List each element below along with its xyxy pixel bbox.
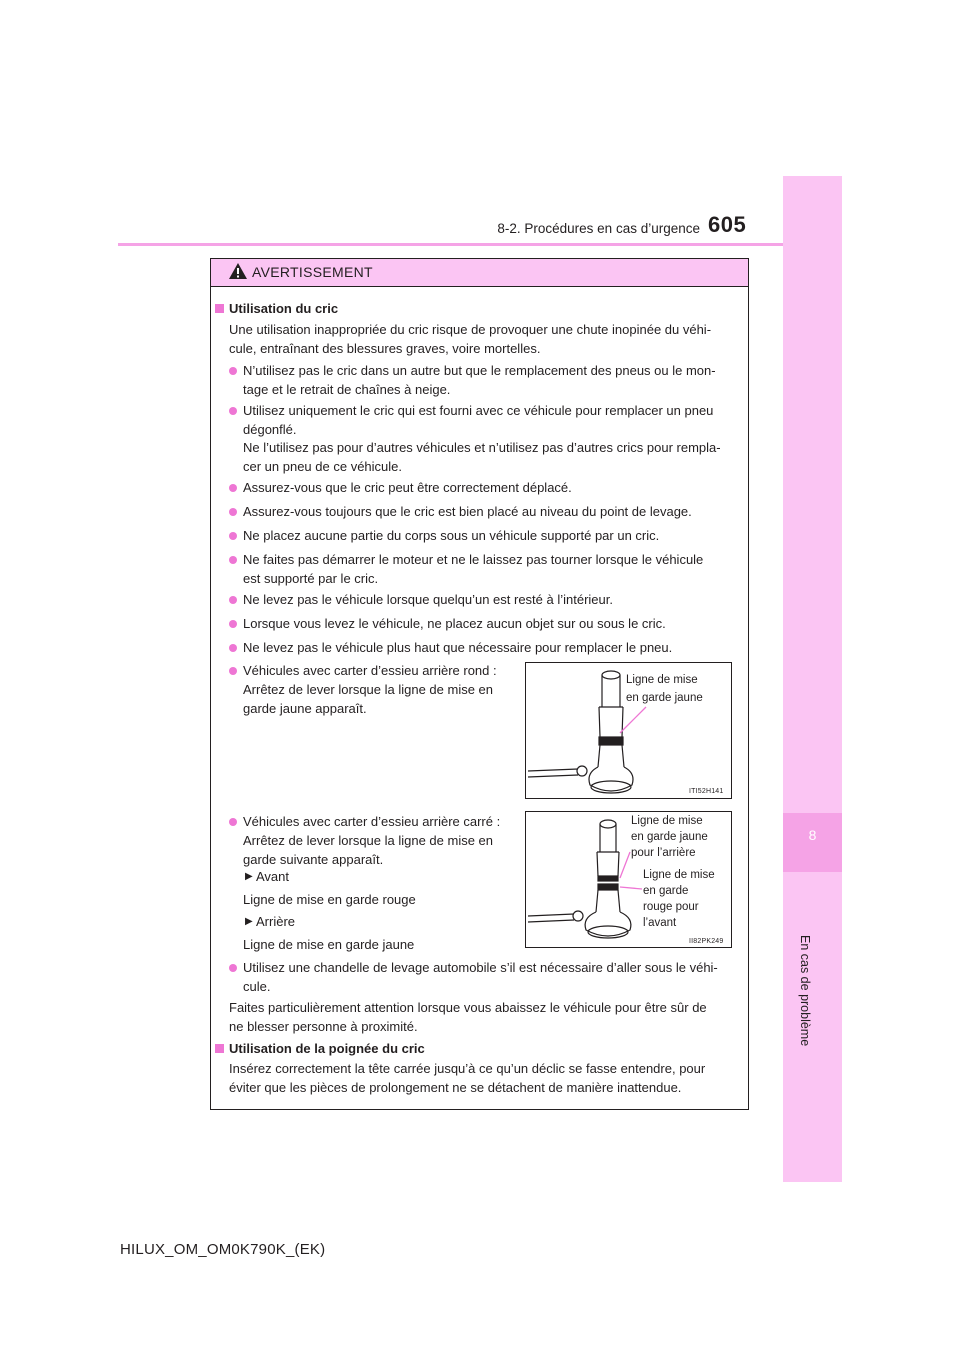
bullet12-line2: cule.	[243, 979, 271, 994]
fig2-front-line1: Ligne de mise	[643, 869, 715, 881]
note-line1: Faites particulièrement attention lorsque vous abaissez le véhicule pour être sûr de	[229, 1000, 707, 1015]
chapter-title: En cas de problème	[798, 935, 812, 1047]
callout-line-front	[620, 887, 642, 889]
warning-title: AVERTISSEMENT	[252, 264, 373, 280]
section-title: 8-2. Procédures en cas d’urgence	[497, 221, 700, 236]
bullet-dot	[229, 596, 237, 604]
bullet11-line2: Arrêtez de lever lorsque la ligne de mise en	[243, 833, 494, 848]
section-heading-jack: Utilisation du cric	[229, 301, 339, 316]
bullet10-line3: garde jaune apparaît.	[243, 701, 367, 716]
bullet3: Assurez-vous que le cric peut être correctement déplacé.	[243, 480, 572, 495]
fig2-front-line4: l’avant	[643, 917, 677, 929]
fig2-rear-line1: Ligne de mise	[631, 815, 703, 827]
page-number: 605	[708, 212, 747, 237]
bullet-dot	[229, 508, 237, 516]
bullet11-line1: Véhicules avec carter d’essieu arrière carré :	[243, 814, 501, 829]
fig1-label-line1: Ligne de mise	[626, 674, 698, 686]
bullet2-line1: Utilisez uniquement le cric qui est fourni avec ce véhicule pour remplacer un pneu	[243, 403, 714, 418]
fig2-rear-line3: pour l’arrière	[631, 847, 696, 859]
bullet8: Lorsque vous levez le véhicule, ne placez aucun objet sur ou sous le cric.	[243, 616, 666, 631]
bullet-dot	[229, 367, 237, 375]
bullet-dot	[229, 818, 237, 826]
bullet2-line4: cer un pneu de ce véhicule.	[243, 459, 402, 474]
bullet6-line1: Ne faites pas démarrer le moteur et ne le laissez pas tourner lorsque le véhicule	[243, 552, 704, 567]
bullet-dot	[229, 667, 237, 675]
jack-intro-line1: Une utilisation inappropriée du cric risque de provoquer une chute inopinée du véhi-	[229, 322, 712, 337]
bullet1-line2: tage et le retrait de chaînes à neige.	[243, 382, 451, 397]
section-heading-handle: Utilisation de la poignée du cric	[229, 1041, 425, 1056]
bullet1-line1: N’utilisez pas le cric dans un autre but que le remplacement des pneus ou le mon-	[243, 363, 716, 378]
chapter-side-tab	[783, 176, 842, 1182]
bullet-dot	[229, 964, 237, 972]
header-rule	[118, 243, 783, 246]
front-label: Avant	[256, 869, 290, 884]
callout-line-rear	[620, 852, 630, 878]
bullet10-line2: Arrêtez de lever lorsque la ligne de mise en	[243, 682, 494, 697]
bullet-dot	[229, 556, 237, 564]
bullet-dot	[229, 407, 237, 415]
bullet2-line3: Ne l’utilisez pas pour d’autres véhicules et n’utilisez pas d’autres crics pour rempla-	[243, 440, 721, 455]
bullet2-line2: dégonflé.	[243, 422, 297, 437]
fig2-rear-line2: en garde jaune	[631, 831, 708, 843]
fig2-front-line2: en garde	[643, 885, 689, 897]
front-text: Ligne de mise en garde rouge	[243, 892, 416, 907]
triangle-marker-icon: ▶	[245, 916, 253, 927]
bullet12-line1: Utilisez une chandelle de levage automobile s’il est nécessaire d’aller sous le véhi-	[243, 960, 718, 975]
bullet11-line3: garde suivante apparaît.	[243, 852, 384, 867]
bullet7: Ne levez pas le véhicule lorsque quelqu’un est resté à l’intérieur.	[243, 592, 613, 607]
fig2-front-line3: rouge pour	[643, 901, 699, 913]
bullet9: Ne levez pas le véhicule plus haut que nécessaire pour remplacer le pneu.	[243, 640, 673, 655]
section-square-marker	[215, 304, 224, 313]
section-square-marker	[215, 1044, 224, 1053]
handle-line2: éviter que les pièces de prolongement ne se détachent de manière inattendue.	[229, 1080, 682, 1095]
jack-intro-line2: cule, entraînant des blessures graves, voire mortelles.	[229, 341, 541, 356]
bullet-dot	[229, 484, 237, 492]
bullet5: Ne placez aucune partie du corps sous un véhicule supporté par un cric.	[243, 528, 660, 543]
callout-line	[620, 707, 646, 733]
bullet-dot	[229, 644, 237, 652]
bullet10-line1: Véhicules avec carter d’essieu arrière rond :	[243, 663, 497, 678]
document-code: HILUX_OM_OM0K790K_(EK)	[120, 1241, 326, 1258]
rear-text: Ligne de mise en garde jaune	[243, 937, 415, 952]
warning-triangle-icon	[228, 262, 248, 280]
note-line2: ne blesser personne à proximité.	[229, 1019, 418, 1034]
fig1-label-line2: en garde jaune	[626, 692, 703, 704]
rear-label: Arrière	[256, 914, 296, 929]
fig1-id: ITI52H141	[689, 788, 724, 795]
figure-round-axle-jack	[525, 662, 732, 799]
handle-line1: Insérez correctement la tête carrée jusqu’à ce qu’un déclic se fasse entendre, pour	[229, 1061, 706, 1076]
bullet-dot	[229, 620, 237, 628]
fig2-id: II82PK249	[689, 938, 724, 945]
bullet-dot	[229, 532, 237, 540]
figure-square-axle-jack	[525, 811, 732, 948]
triangle-marker-icon: ▶	[245, 871, 253, 882]
bullet6-line2: est supporté par le cric.	[243, 571, 379, 586]
bullet4: Assurez-vous toujours que le cric est bien placé au niveau du point de levage.	[243, 504, 692, 519]
chapter-number: 8	[808, 827, 817, 843]
